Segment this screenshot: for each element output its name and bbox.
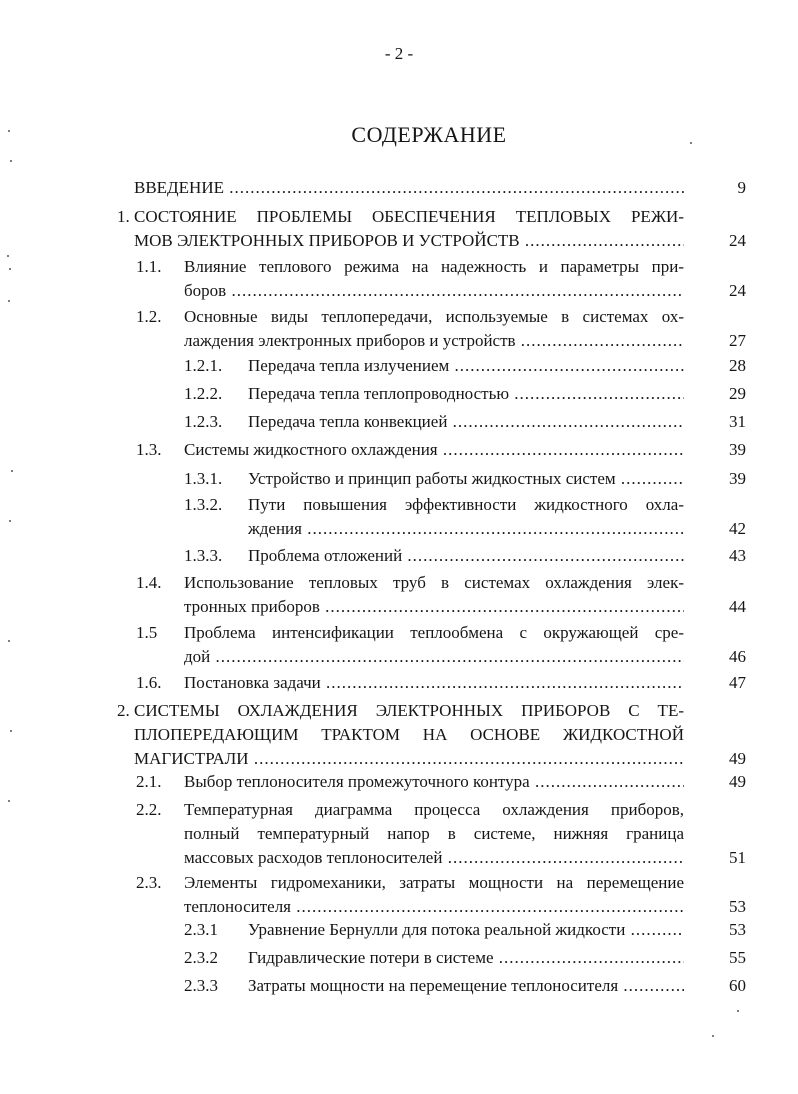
toc-entry-title — [248, 947, 684, 971]
toc-entry-line: Уравнение Бернулли для потока реальной жидкости ..... — [248, 919, 684, 943]
toc-entry-number: 1.2.2. — [184, 384, 223, 403]
toc-entry-title — [248, 355, 684, 379]
scan-speck — [8, 640, 10, 642]
toc-entry-title — [184, 306, 684, 354]
toc-entry-line: Основные виды теплопередачи, используемые в системах ох- — [184, 307, 684, 326]
toc-entry-line: Передача тепла теплопроводностью ..... — [248, 383, 684, 407]
toc-entry-number: 1.3.2. — [184, 495, 223, 514]
scan-speck — [10, 160, 12, 162]
toc-entry-line: СИСТЕМЫ ОХЛАЖДЕНИЯ ЭЛЕКТРОННЫХ ПРИБОРОВ С ТЕ- — [134, 701, 684, 720]
toc-entry-number: 2.3. — [136, 873, 162, 892]
toc-entry-title — [184, 799, 684, 871]
toc-entry-number: 2.3.2 — [184, 948, 218, 967]
toc-entry-page: 42 — [729, 519, 746, 538]
toc-entry-number: 2. — [117, 701, 130, 720]
toc-entry-number: 2.3.1 — [184, 920, 218, 939]
toc-entry-line: Проблема интенсификации теплообмена с окружающей сре- — [184, 623, 684, 642]
toc-entry-line: Постановка задачи ..... — [184, 672, 684, 696]
toc-entry-title — [184, 256, 684, 304]
scan-speck — [712, 1035, 714, 1037]
toc-entry-number: 1.2.3. — [184, 412, 223, 431]
toc-entry-title — [184, 872, 684, 920]
scan-speck — [690, 142, 692, 144]
page-number: - 2 - — [384, 44, 414, 63]
scan-speck — [7, 255, 9, 257]
toc-entry-line: дой ..... — [184, 646, 684, 670]
toc-entry-line: Проблема отложений ..... — [248, 545, 684, 569]
toc-entry-number: 1.2. — [136, 307, 162, 326]
toc-entry-number: 1. — [117, 207, 130, 226]
toc-entry-line: Затраты мощности на перемещение теплоносителя ..... — [248, 975, 684, 999]
toc-entry-page: 24 — [729, 231, 746, 250]
toc-entry-title — [248, 411, 684, 435]
scan-speck — [9, 520, 11, 522]
toc-entry-line: полный температурный напор в системе, нижняя граница — [184, 824, 684, 843]
toc-entry-title — [184, 622, 684, 670]
toc-entry-page: 39 — [729, 440, 746, 459]
toc-entry-page: 60 — [729, 976, 746, 995]
toc-entry-line: Элементы гидромеханики, затраты мощности на перемещение — [184, 873, 684, 892]
toc-entry-page: 47 — [729, 673, 746, 692]
toc-entry-line: массовых расходов теплоносителей ..... — [184, 847, 684, 871]
toc-entry-line: Температурная диаграмма процесса охлаждения приборов, — [184, 800, 684, 819]
toc-entry-title — [184, 771, 684, 795]
toc-entry-line: Использование тепловых труб в системах охлаждения элек- — [184, 573, 684, 592]
toc-entry-page: 53 — [729, 920, 746, 939]
toc-entry-page: 31 — [729, 412, 746, 431]
toc-entry-number: 1.1. — [136, 257, 162, 276]
toc-entry-line: ВВЕДЕНИЕ ..... — [134, 177, 684, 201]
toc-entry-line: МАГИСТРАЛИ ..... — [134, 748, 684, 772]
toc-entry-line: СОСТОЯНИЕ ПРОБЛЕМЫ ОБЕСПЕЧЕНИЯ ТЕПЛОВЫХ РЕЖИ- — [134, 207, 684, 226]
toc-entry-line: МОВ ЭЛЕКТРОННЫХ ПРИБОРОВ И УСТРОЙСТВ ..... — [134, 230, 684, 254]
toc-entry-page: 51 — [729, 848, 746, 867]
scan-speck — [8, 300, 10, 302]
toc-entry-line: Выбор теплоносителя промежуточного контура ..... — [184, 771, 684, 795]
toc-entry-page: 39 — [729, 469, 746, 488]
toc-entry-line: ПЛОПЕРЕДАЮЩИМ ТРАКТОМ НА ОСНОВЕ ЖИДКОСТНОЙ — [134, 725, 684, 744]
toc-entry-number: 1.3.3. — [184, 546, 223, 565]
toc-entry-number: 1.3.1. — [184, 469, 223, 488]
toc-entry-page: 49 — [729, 749, 746, 768]
toc-entry-title — [248, 468, 684, 492]
toc-entry-page: 46 — [729, 647, 746, 666]
toc-entry-title — [134, 177, 684, 201]
toc-entry-number: 2.3.3 — [184, 976, 218, 995]
toc-entry-number: 1.6. — [136, 673, 162, 692]
toc-entry-page: 55 — [729, 948, 746, 967]
toc-entry-title — [248, 975, 684, 999]
toc-entry-line: Передача тепла конвекцией ..... — [248, 411, 684, 435]
scan-speck — [10, 730, 12, 732]
toc-entry-title — [134, 206, 684, 254]
toc-entry-line: тронных приборов ..... — [184, 596, 684, 620]
toc-entry-title — [248, 919, 684, 943]
toc-entry-page: 53 — [729, 897, 746, 916]
toc-entry-line: Передача тепла излучением ..... — [248, 355, 684, 379]
toc-entry-line: Гидравлические потери в системе ..... — [248, 947, 684, 971]
toc-entry-page: 44 — [729, 597, 746, 616]
toc-entry-line: Пути повышения эффективности жидкостного охла- — [248, 495, 684, 514]
toc-entry-title — [134, 700, 684, 772]
scan-speck — [8, 130, 10, 132]
scan-speck — [11, 470, 13, 472]
toc-entry-number: 1.3. — [136, 440, 162, 459]
toc-entry-number: 2.2. — [136, 800, 162, 819]
toc-entry-page: 49 — [729, 772, 746, 791]
scan-speck — [9, 268, 11, 270]
toc-entry-number: 2.1. — [136, 772, 162, 791]
toc-entry-page: 28 — [729, 356, 746, 375]
toc-entry-title — [184, 439, 684, 463]
toc-entry-page: 27 — [729, 331, 746, 350]
toc-entry-title — [248, 545, 684, 569]
toc-entry-line: Системы жидкостного охлаждения ..... — [184, 439, 684, 463]
scan-speck — [8, 800, 10, 802]
toc-entry-line: Устройство и принцип работы жидкостных систем ..... — [248, 468, 684, 492]
toc-entry-number: 1.5 — [136, 623, 158, 642]
toc-entry-title — [248, 494, 684, 542]
toc-entry-number: 1.4. — [136, 573, 162, 592]
toc-entry-page: 43 — [729, 546, 746, 565]
toc-entry-title — [184, 672, 684, 696]
toc-entry-title — [184, 572, 684, 620]
toc-entry-title — [248, 383, 684, 407]
toc-entry-line: теплоносителя ..... — [184, 896, 684, 920]
toc-entry-number: 1.2.1. — [184, 356, 223, 375]
toc-entry-line: лаждения электронных приборов и устройств ..... — [184, 330, 684, 354]
toc-title: СОДЕРЖАНИЕ — [351, 122, 507, 147]
toc-entry-page: 24 — [729, 281, 746, 300]
toc-entry-line: ждения ..... — [248, 518, 684, 542]
toc-entry-page: 9 — [737, 178, 746, 197]
toc-entry-page: 29 — [729, 384, 746, 403]
toc-entry-line: боров ..... — [184, 280, 684, 304]
scan-speck — [737, 1010, 739, 1012]
toc-entry-line: Влияние теплового режима на надежность и параметры при- — [184, 257, 684, 276]
